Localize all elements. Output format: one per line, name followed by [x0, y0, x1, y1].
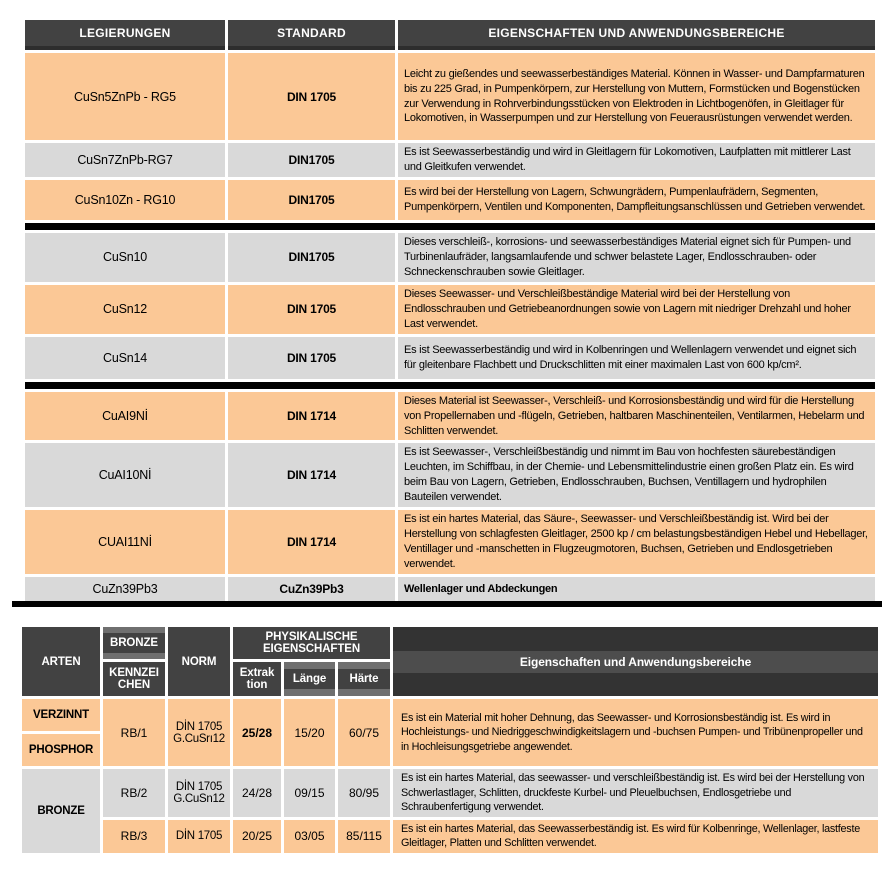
table-row — [25, 337, 875, 379]
description-text: Dieses Material ist Seewasser-, Verschleiß- und Korrosionsbeständig und wird für die Herstellung von Propellernaben und -flügeln, Getrieben, haltbaren Maschinenteilen, Ventilarmen, Hebelarm und Schlitten verwendet. — [398, 392, 875, 441]
extraktion-value: 24/28 — [233, 769, 281, 817]
alloy-name: CuSn12 — [25, 285, 225, 334]
alloy-table — [22, 17, 878, 604]
standard-value: DIN1705 — [228, 180, 395, 220]
norm-value: DİN 1705 G.CuSrı12 — [168, 699, 230, 766]
alloy-table-header-row — [25, 20, 875, 50]
description-text: Leicht zu gießendes und seewasserbeständiges Material. Können in Wasser- und Dampfarmaturen bis zu 225 Grad, in Pumpenkörpern, zur Herstellung von Muttern, Formstücken und Bogenstücken zur Verwendung in Rohrverbindungsstücken von Elektroden in Lichtbogenöfen, in Gleitlager für Lokomotiven, in Wasserpumpen und zur Herstellung von Feuerausrüstungen verwendet werden. — [398, 53, 875, 140]
header-extraktion — [233, 662, 281, 696]
extraktion-value: 20/25 — [233, 820, 281, 853]
header-laenge — [284, 662, 335, 696]
alloy-name: CuZn39Pb3 — [25, 577, 225, 601]
description-text: Es ist ein hartes Material, das seewasser- und verschleißbeständig ist. Es wird bei der Herstellung von Schwerlastlager, Schlitten, druckfeste Kurbel- und Pleuelbuchsen, Endlosgetriebe und Schraubenfertigung verwendet. — [393, 769, 878, 817]
table-row — [25, 180, 875, 220]
header-extraktion-line2: tion — [246, 679, 268, 691]
description-text: Es ist ein Material mit hoher Dehnung, das Seewasser- und Korrosionsbeständig ist. Es wird in Hochleistungs- und Niedriggeschwindigkeitslagern und -buchsen Pumpen- und Tribünenpropeller und in Hochleisungsgetriebe angewendet. — [393, 699, 878, 766]
standard-value: DIN1705 — [228, 143, 395, 177]
group-separator — [25, 382, 875, 389]
table-row — [25, 443, 875, 507]
header-eigenschaften-label: Eigenschaften und Anwendungsbereiche — [393, 651, 878, 673]
arten-value: BRONZE — [22, 769, 100, 853]
description-text: Dieses Seewasser- und Verschleißbeständige Material wird bei der Herstellung von Endlosschrauben und Getriebeanordnungen sowie von Lagern mit niedriger Drehzahl und hoher Last verwendet. — [398, 285, 875, 334]
description-text: Es ist Seewasser-, Verschleißbeständig und nimmt im Bau von hochfesten säurebeständigen Leuchten, im Schiffbau, in der Chemie- und Lebensmittelindustrie einen großen Platz ein. Es wird beim Bau von Lagern, Getrieben, Endlosschrauben, Buchsen, Ventillagern und hydrophilen Bauteilen verwendet. — [398, 443, 875, 507]
table-row — [25, 392, 875, 441]
table-row — [22, 820, 878, 853]
alloy-name: CuSn14 — [25, 337, 225, 379]
norm-value: DİN 1705 G.CuSn12 — [168, 769, 230, 817]
header-arten: ARTEN — [22, 627, 100, 696]
table-row — [25, 285, 875, 334]
standard-value: DIN1705 — [228, 233, 395, 282]
kennzeichen-value: RB/2 — [103, 769, 165, 817]
table-row — [25, 233, 875, 282]
alloy-name: CuSn10Zn - RG10 — [25, 180, 225, 220]
header-standard: STANDARD — [228, 20, 395, 50]
table-row — [25, 143, 875, 177]
header-laenge-label: Länge — [284, 669, 335, 689]
alloy-name: CuAI10Nİ — [25, 443, 225, 507]
standard-value: DIN 1714 — [228, 510, 395, 574]
bronze-table-header-row-top — [22, 627, 878, 659]
alloy-name: CuSn5ZnPb - RG5 — [25, 53, 225, 140]
description-text: Es wird bei der Herstellung von Lagern, Schwungrädern, Pumpenlaufrädern, Segmenten, Pumpenkörpern, Ventilen und Komponenten, Dampfleitungsanschlüssen und Getrieben verwendet. — [398, 180, 875, 220]
standard-value: CuZn39Pb3 — [228, 577, 395, 601]
table-separator — [12, 601, 882, 607]
header-norm: NORM — [168, 627, 230, 696]
header-legierungen: LEGIERUNGEN — [25, 20, 225, 50]
standard-value: DIN 1705 — [228, 285, 395, 334]
header-extraktion-line1: Extrak — [239, 667, 275, 679]
haerte-value: 85/115 — [338, 820, 390, 853]
description-text: Es ist Seewasserbeständig und wird in Gleitlagern für Lokomotiven, Laufplatten mit mittlerer Last und Gleitkufen verwendet. — [398, 143, 875, 177]
table-row — [25, 510, 875, 574]
header-haerte-label: Härte — [338, 669, 390, 689]
header-bronze-label: BRONZE — [103, 633, 165, 653]
arten-value: VERZINNT — [22, 699, 100, 731]
table-row — [22, 699, 878, 731]
haerte-value: 60/75 — [338, 699, 390, 766]
description-text: Es ist ein hartes Material, das Seewasserbeständig ist. Es wird für Kolbenringe, Wellenlager, lastfeste Gleitlager, Platten und Schlitten verwendet. — [393, 820, 878, 853]
header-haerte — [338, 662, 390, 696]
alloy-name: CuSn7ZnPb-RG7 — [25, 143, 225, 177]
alloy-name: CUAI11Nİ — [25, 510, 225, 574]
alloy-name: CuSn10 — [25, 233, 225, 282]
description-text: Es ist Seewasserbeständig und wird in Kolbenringen und Wellenlagern verwendet und eignet sich für gleitenbare Flachbett und Druckschlitten mit einer maximalen Last von 600 kp/cm². — [398, 337, 875, 379]
standard-value: DIN 1714 — [228, 443, 395, 507]
description-text: Wellenlager und Abdeckungen — [398, 577, 875, 601]
laenge-value: 03/05 — [284, 820, 335, 853]
table-row — [25, 577, 875, 601]
standard-value: DIN 1714 — [228, 392, 395, 441]
header-bronze — [103, 627, 165, 659]
arten-value: PHOSPHOR — [22, 734, 100, 766]
header-eigenschaften: EIGENSCHAFTEN UND ANWENDUNGSBEREICHE — [398, 20, 875, 50]
laenge-value: 15/20 — [284, 699, 335, 766]
kennzeichen-value: RB/1 — [103, 699, 165, 766]
laenge-value: 09/15 — [284, 769, 335, 817]
header-eigenschaften-anwendungsbereiche — [393, 627, 878, 696]
description-text: Es ist ein hartes Material, das Säure-, Seewasser- und Verschleißbeständig ist. Wird bei der Herstellung von schlagfesten Gleitlager, 2500 kp / cm belastungsbeständigen Hebel und Hebellager, Ventillager und -manschetten in Flugzeugmotoren, Buchsen, Getrieben und Endlosgetrieben verwendet. — [398, 510, 875, 574]
standard-value: DIN 1705 — [228, 337, 395, 379]
table-row — [25, 53, 875, 140]
extraktion-value: 25/28 — [233, 699, 281, 766]
header-kennzeichen-line2: CHEN — [117, 679, 151, 691]
bronze-types-table — [19, 624, 881, 856]
header-kennzeichen-line1: KENNZEI — [109, 667, 159, 679]
alloy-name: CuAI9Nİ — [25, 392, 225, 441]
standard-value: DIN 1705 — [228, 53, 395, 140]
kennzeichen-value: RB/3 — [103, 820, 165, 853]
table-row — [22, 769, 878, 817]
group-separator — [25, 223, 875, 230]
norm-value: DİN 1705 — [168, 820, 230, 853]
description-text: Dieses verschleiß-, korrosions- und seewasserbeständiges Material eignet sich für Pumpen- und Turbinenlaufräder, langsamlaufende und schwer belastete Lager, Endlosschrauben- oder Schneckenschrauben sowie Gleitlager. — [398, 233, 875, 282]
haerte-value: 80/95 — [338, 769, 390, 817]
header-physikalische-eigenschaften: PHYSIKALISCHE EIGENSCHAFTEN — [233, 627, 390, 659]
header-kennzeichen — [103, 662, 165, 696]
